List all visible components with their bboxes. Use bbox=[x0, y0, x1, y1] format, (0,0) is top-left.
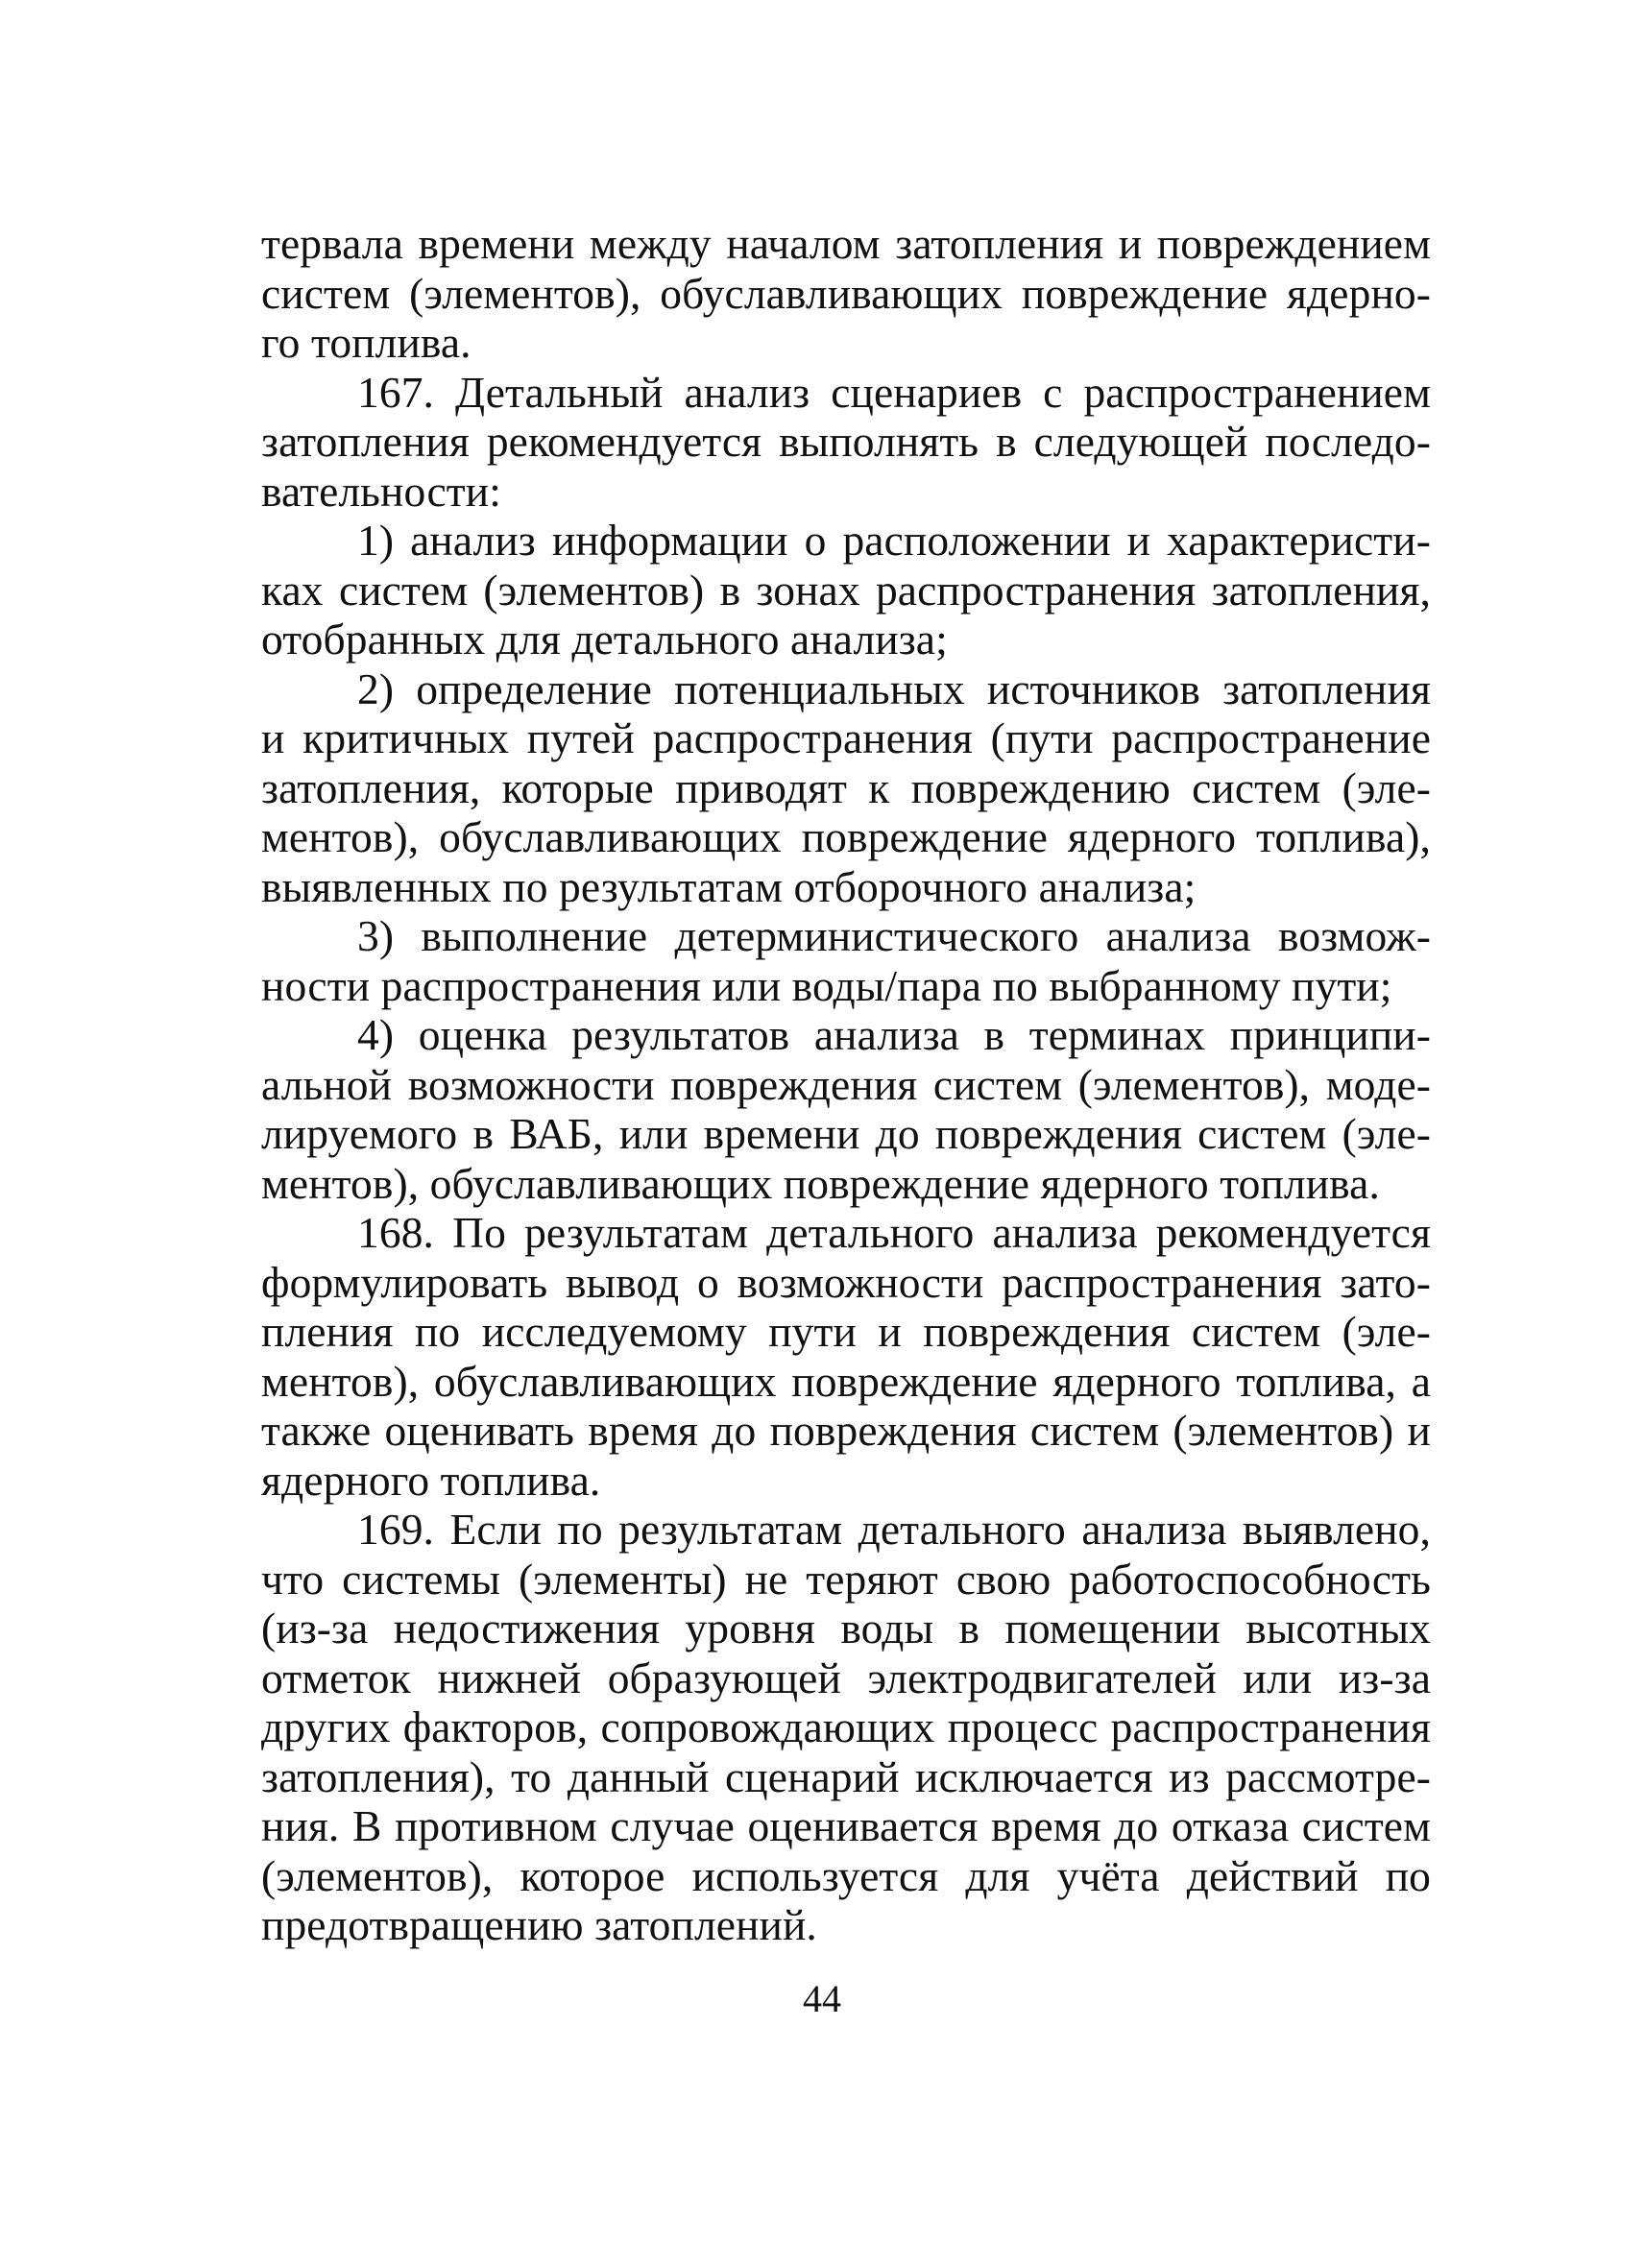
text-line: предотвращению затоплений. bbox=[261, 1900, 817, 1949]
text-line: отметок нижней образующей электродвигателей или из-за bbox=[261, 1653, 1431, 1702]
text-line: 169. Если по результатам детального анализа выявлено, bbox=[357, 1505, 1431, 1554]
text-line: других факторов, сопровождающих процесс распространения bbox=[261, 1702, 1431, 1751]
text-line: 1) анализ информации о расположении и характеристи- bbox=[357, 516, 1431, 565]
document-body bbox=[261, 219, 1431, 1950]
text-line: 2) определение потенциальных источников затопления bbox=[357, 664, 1431, 713]
text-line: ках систем (элементов) в зонах распространения затопления, bbox=[261, 565, 1431, 615]
paragraph-continuation bbox=[261, 219, 1431, 368]
text-line: 3) выполнение детерминистического анализа возмож- bbox=[357, 911, 1431, 960]
text-line: лируемого в ВАБ, или времени до повреждения систем (эле- bbox=[261, 1109, 1431, 1158]
text-line: 4) оценка результатов анализа в терминах принципи- bbox=[357, 1010, 1431, 1059]
text-line: что системы (элементы) не теряют свою работоспособность bbox=[261, 1554, 1431, 1604]
text-line: го топлива. bbox=[261, 318, 471, 367]
text-line: ментов), обуславливающих повреждение ядерного топлива), bbox=[261, 812, 1431, 861]
text-line: выявленных по результатам отборочного анализа; bbox=[261, 861, 1197, 911]
page-number: 44 bbox=[803, 1977, 841, 2020]
text-line: ментов), обуславливающих повреждение ядерного топлива. bbox=[261, 1158, 1380, 1208]
text-line: альной возможности повреждения систем (элементов), моде- bbox=[261, 1059, 1431, 1109]
text-line: также оценивать время до повреждения систем (элементов) и bbox=[261, 1406, 1431, 1455]
text-line: 168. По результатам детального анализа рекомендуется bbox=[357, 1208, 1431, 1257]
list-item-3 bbox=[261, 911, 1431, 1010]
text-line: (из-за недостижения уровня воды в помещении высотных bbox=[261, 1604, 1431, 1653]
text-line: отобранных для детального анализа; bbox=[261, 615, 948, 664]
text-line: вательности: bbox=[261, 466, 501, 516]
text-line: затопления, которые приводят к повреждению систем (эле- bbox=[261, 762, 1431, 812]
text-line: затопления рекомендуется выполнять в следующей последо- bbox=[261, 417, 1431, 466]
text-line: (элементов), которое используется для учёта действий по bbox=[261, 1850, 1431, 1900]
text-line: систем (элементов), обуславливающих повреждение ядерно- bbox=[261, 268, 1431, 318]
list-item-2 bbox=[261, 664, 1431, 912]
paragraph-167 bbox=[261, 368, 1431, 517]
paragraph-169 bbox=[261, 1505, 1431, 1950]
text-line: ности распространения или воды/пара по выбранному пути; bbox=[261, 960, 1392, 1010]
list-item-1 bbox=[261, 516, 1431, 664]
list-item-4 bbox=[261, 1010, 1431, 1208]
text-line: пления по исследуемому пути и повреждения систем (эле- bbox=[261, 1307, 1431, 1356]
text-line: ния. В противном случае оценивается время до отказа систем bbox=[261, 1801, 1431, 1850]
text-line: затопления), то данный сценарий исключается из рассмотре- bbox=[261, 1751, 1431, 1801]
text-line: ментов), обуславливающих повреждение ядерного топлива, а bbox=[261, 1356, 1431, 1406]
text-line: формулировать вывод о возможности распространения зато- bbox=[261, 1257, 1431, 1307]
text-line: и критичных путей распространения (пути распространение bbox=[261, 713, 1431, 762]
text-line: ядерного топлива. bbox=[261, 1455, 601, 1505]
text-line: тервала времени между началом затопления и повреждением bbox=[261, 219, 1431, 268]
text-line: 167. Детальный анализ сценариев с распространением bbox=[357, 367, 1431, 417]
paragraph-168 bbox=[261, 1208, 1431, 1505]
